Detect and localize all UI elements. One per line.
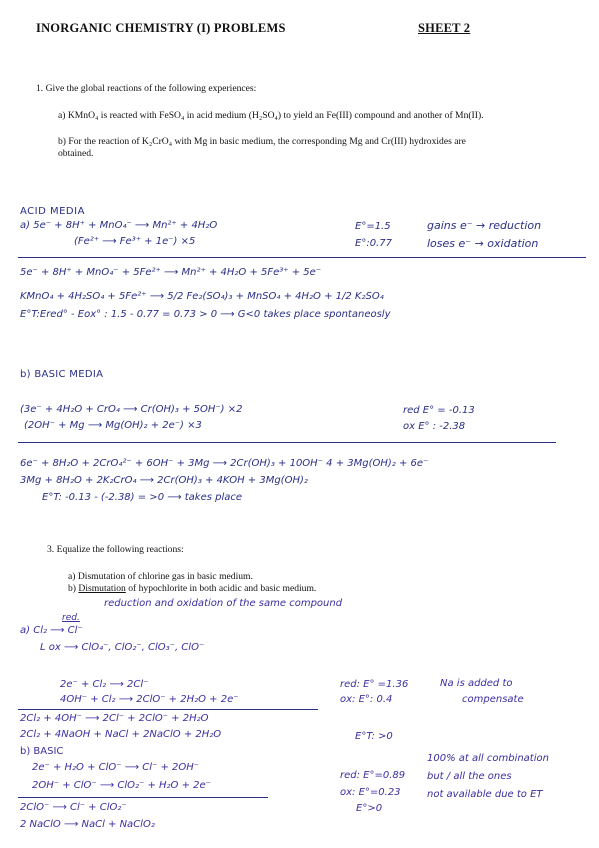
basic-sum-rule	[18, 442, 556, 443]
hypochlorite-oxidation-half: 2OH⁻ + ClO⁻ ⟶ ClO₂⁻ + H₂O + 2e⁻	[32, 780, 211, 791]
chlorine-ionic-sum: 2Cl₂ + 4OH⁻ ⟶ 2Cl⁻ + 2ClO⁻ + 2H₂O	[20, 713, 209, 724]
hypochlorite-e-ox: ox: E°=0.23	[340, 787, 401, 798]
acid-molecular-equation: KMnO₄ + 4H₂SO₄ + 5Fe²⁺ ⟶ 5/2 Fe₂(SO₄)₃ + MnSO₄ + 4H₂O + 1/2 K₂SO₄	[20, 291, 384, 302]
question-3b: b) Dismutation of hypochlorite in both acidic and basic medium.	[68, 583, 317, 594]
acid-ionic-sum: 5e⁻ + 8H⁺ + MnO₄⁻ + 5Fe²⁺ ⟶ Mn²⁺ + 4H₂O + 5Fe³⁺ + 5e⁻	[20, 267, 322, 278]
acid-e-ox: E°:0.77	[355, 238, 392, 249]
chlorine-e-ox: ox: E°: 0.4	[340, 694, 393, 705]
acid-e-red: E°=1.5	[355, 221, 391, 232]
dismutation-definition-note: reduction and oxidation of the same compound	[104, 598, 343, 609]
chlorine-reduction-line: a) Cl₂ ⟶ Cl⁻	[20, 625, 83, 636]
acid-note-oxidation: loses e⁻ → oxidation	[427, 237, 539, 250]
basic-e-ox: ox E° : -2.38	[403, 421, 466, 432]
chlorine-cell-potential: E°T: >0	[355, 731, 393, 742]
sheet-label: SHEET 2	[418, 21, 471, 35]
chlorine-reduction-half: 2e⁻ + Cl₂ ⟶ 2Cl⁻	[60, 679, 149, 690]
hypochlorite-ionic-sum: 2ClO⁻ ⟶ Cl⁻ + ClO₂⁻	[20, 802, 127, 813]
hypochlorite-reduction-half: 2e⁻ + H₂O + ClO⁻ ⟶ Cl⁻ + 2OH⁻	[32, 762, 200, 773]
chlorine-oxidation-half: 4OH⁻ + Cl₂ ⟶ 2ClO⁻ + 2H₂O + 2e⁻	[60, 694, 239, 705]
basic-molecular-equation: 3Mg + 8H₂O + 2K₂CrO₄ ⟶ 2Cr(OH)₃ + 4KOH + 3Mg(OH)₂	[20, 475, 308, 486]
acid-oxidation-half: (Fe²⁺ ⟶ Fe³⁺ + 1e⁻) ×5	[74, 236, 196, 247]
basic-oxidation-half: (2OH⁻ + Mg ⟶ Mg(OH)₂ + 2e⁻) ×3	[24, 420, 202, 431]
chlorine-red-label: red.	[62, 613, 80, 623]
chlorine-e-red: red: E° =1.36	[340, 679, 409, 690]
hypochlorite-molecular-equation: 2 NaClO ⟶ NaCl + NaClO₂	[20, 819, 155, 830]
hypochlorite-cell-potential: E°>0	[356, 803, 383, 814]
hypochlorite-note-2: but ∕ all the ones	[427, 771, 512, 782]
chlorine-sum-rule	[18, 709, 318, 710]
acid-note-reduction: gains e⁻ → reduction	[427, 219, 542, 232]
hypochlorite-e-red: red: E°=0.89	[340, 770, 406, 781]
basic-cell-potential: E°T: -0.13 - (-2.38) = >0 ⟶ takes place	[42, 492, 243, 503]
question-3a: a) Dismutation of chlorine gas in basic medium.	[68, 571, 253, 582]
hypochlorite-note-1: 100% at all combination	[427, 753, 549, 764]
basic-ionic-sum: 6e⁻ + 8H₂O + 2CrO₄²⁻ + 6OH⁻ + 3Mg ⟶ 2Cr(OH)₃ + 10OH⁻ 4 + 3Mg(OH)₂ + 6e⁻	[20, 458, 429, 469]
chlorine-note-1: Na is added to	[440, 678, 513, 689]
question-3-prompt: 3. Equalize the following reactions:	[47, 544, 184, 555]
chlorine-oxidation-products: L ox ⟶ ClO₄⁻, ClO₂⁻, ClO₃⁻, ClO⁻	[40, 642, 205, 653]
question-1b: b) For the reaction of K₂CrO₄ with Mg in basic medium, the corresponding Mg and Cr(III) hydroxides are obtained.	[58, 136, 466, 159]
acid-sum-rule	[18, 257, 586, 258]
acid-reduction-half: a) 5e⁻ + 8H⁺ + MnO₄⁻ ⟶ Mn²⁺ + 4H₂O	[20, 220, 218, 231]
chlorine-molecular-equation: 2Cl₂ + 4NaOH + NaCl + 2NaClO + 2H₂O	[20, 729, 222, 740]
question-1a: a) KMnO₄ is reacted with FeSO₄ in acid medium (H₂SO₄) to yield an Fe(III) compound and another of Mn(II).	[58, 110, 484, 121]
page-title: INORGANIC CHEMISTRY (I) PROBLEMS	[36, 21, 286, 35]
basic-reduction-half: (3e⁻ + 4H₂O + CrO₄ ⟶ Cr(OH)₃ + 5OH⁻) ×2	[20, 404, 243, 415]
hypochlorite-basic-heading: b) BASIC	[20, 746, 64, 757]
hypochlorite-note-3: not available due to ET	[427, 789, 543, 800]
chlorine-note-2: compensate	[462, 694, 524, 705]
basic-media-heading: b) BASIC MEDIA	[20, 369, 104, 380]
hypochlorite-sum-rule	[18, 797, 268, 798]
acid-media-heading: ACID MEDIA	[20, 206, 85, 217]
dismutation-underlined: Dismutation	[78, 583, 126, 594]
question-1-prompt: 1. Give the global reactions of the following experiences:	[36, 83, 257, 94]
acid-cell-potential: E°T:Ered° - Eox° : 1.5 - 0.77 = 0.73 > 0 ⟶ G<0 takes place spontaneosly	[20, 309, 391, 320]
basic-e-red: red E° = -0.13	[403, 405, 475, 416]
